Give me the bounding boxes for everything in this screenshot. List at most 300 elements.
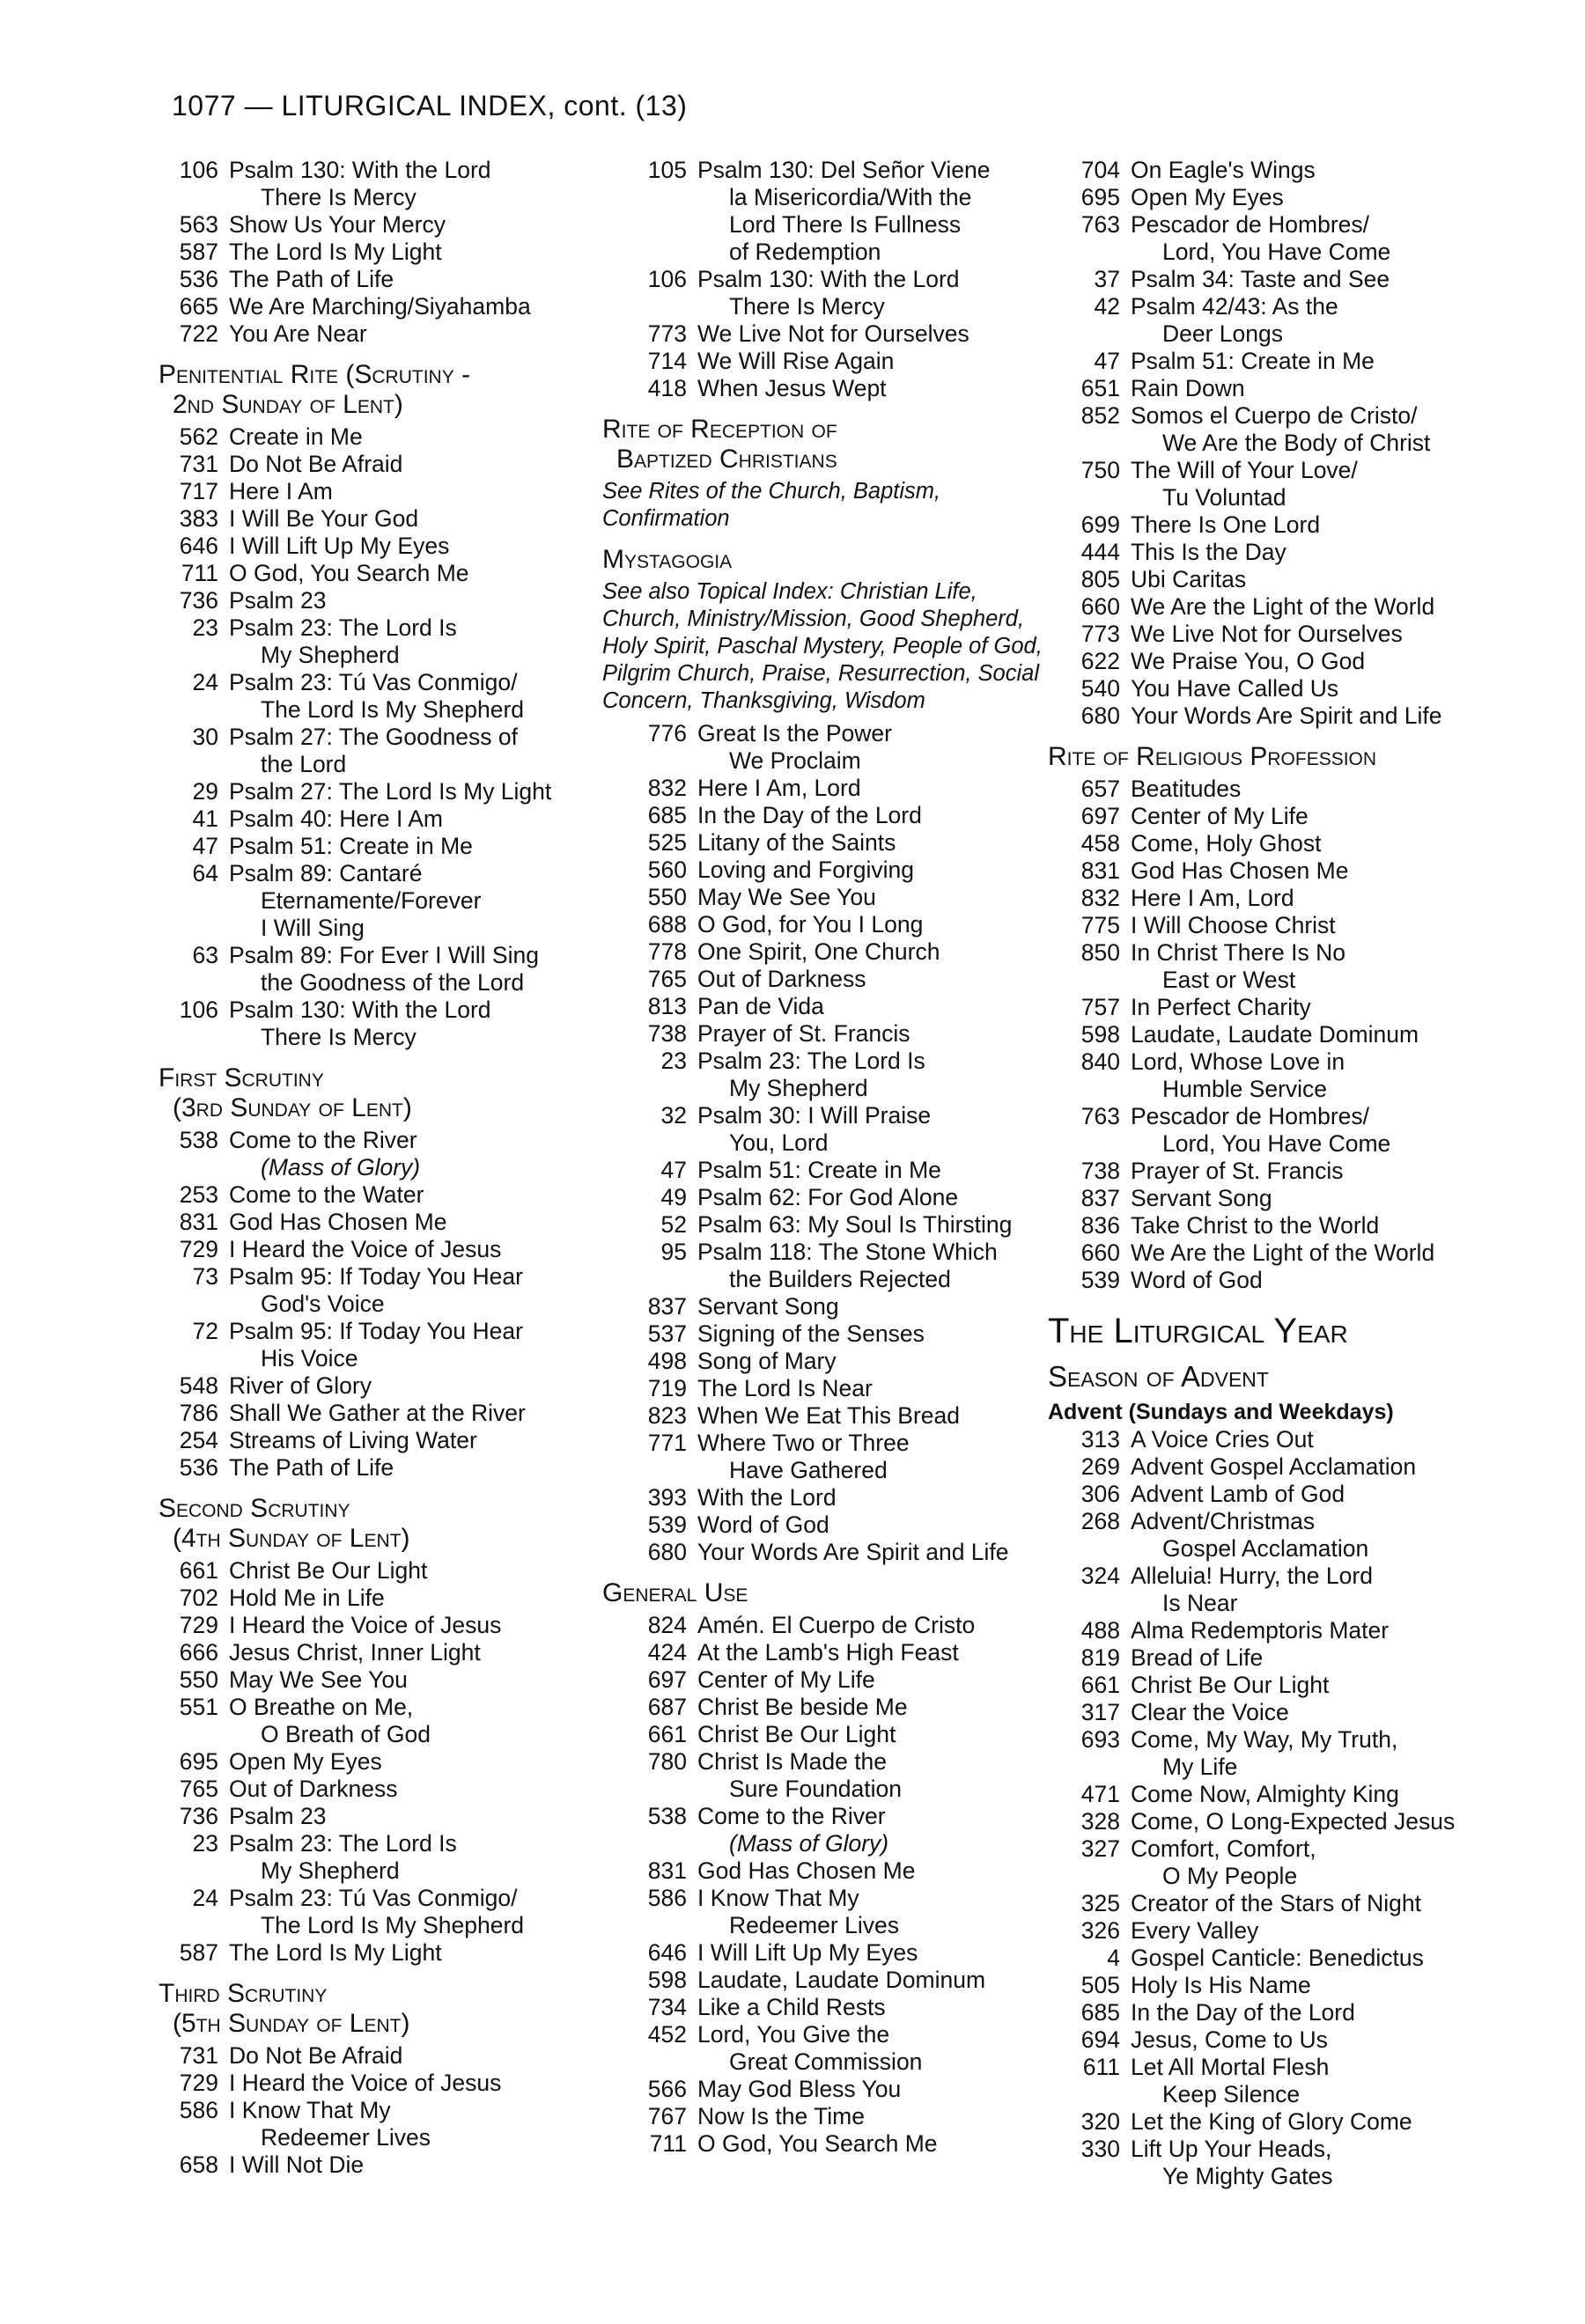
hymn-title xyxy=(1131,1945,1576,1972)
hymn-number: 42 xyxy=(1094,293,1120,320)
section-title xyxy=(602,1578,1051,1608)
hymn-title-continuation: Gospel Acclamation xyxy=(1162,1535,1369,1562)
index-entry xyxy=(1048,375,1576,402)
index-entry xyxy=(158,1939,599,1967)
hymn-title-line: A Voice Cries Out xyxy=(1131,1426,1314,1452)
index-entry xyxy=(602,2130,1051,2158)
hymn-number: 666 xyxy=(179,1639,218,1666)
index-entry xyxy=(602,348,1051,375)
hymn-title xyxy=(697,1293,1051,1320)
hymn-title xyxy=(1131,912,1576,939)
hymn-number: 680 xyxy=(647,1539,687,1565)
index-entry xyxy=(1048,1972,1576,1999)
hymn-title xyxy=(1131,621,1576,648)
hymn-number: 778 xyxy=(647,938,687,965)
hymn-title xyxy=(1131,1426,1576,1453)
hymn-title xyxy=(1131,593,1576,621)
hymn-title-line: The Lord Is Near xyxy=(697,1375,873,1401)
index-section xyxy=(602,545,1051,1566)
hymn-number: 665 xyxy=(179,293,218,320)
hymn-number: 587 xyxy=(179,239,218,265)
hymn-title-continuation: Ye Mighty Gates xyxy=(1162,2163,1333,2189)
index-entry xyxy=(602,157,1051,266)
hymn-title-line: Psalm 51: Create in Me xyxy=(697,1157,941,1183)
hymn-title-line: Out of Darkness xyxy=(229,1776,398,1802)
hymn-number: 697 xyxy=(647,1666,687,1693)
hymn-number: 694 xyxy=(1080,2026,1120,2053)
index-entry xyxy=(1048,1212,1576,1239)
hymn-title-line: Jesus Christ, Inner Light xyxy=(229,1639,481,1666)
hymn-title xyxy=(229,2042,599,2070)
hymn-title xyxy=(1131,702,1576,730)
section-title xyxy=(158,360,599,420)
hymn-number: 29 xyxy=(192,778,218,805)
hymn-title-line: May We See You xyxy=(229,1666,408,1693)
hymn-title-line: Rain Down xyxy=(1131,375,1245,401)
hymn-title xyxy=(1131,211,1576,266)
hymn-number: 539 xyxy=(1080,1267,1120,1293)
hymn-number: 587 xyxy=(179,1939,218,1966)
index-entry xyxy=(602,1375,1051,1402)
section-title-line: Mystagogia xyxy=(602,545,733,574)
index-entry xyxy=(602,1539,1051,1566)
hymn-title xyxy=(697,1348,1051,1375)
hymn-title xyxy=(1131,375,1576,402)
hymn-title xyxy=(229,560,599,587)
index-entry xyxy=(1048,2026,1576,2054)
hymn-title-line: At the Lamb's High Feast xyxy=(697,1639,959,1666)
hymn-number: 680 xyxy=(1080,702,1120,729)
index-section xyxy=(602,1578,1051,2158)
index-section xyxy=(158,1979,599,2179)
hymn-title xyxy=(229,1318,599,1372)
index-entry xyxy=(1048,675,1576,702)
index-entry xyxy=(158,423,599,451)
hymn-number: 773 xyxy=(647,320,687,347)
hymn-number: 471 xyxy=(1080,1781,1120,1807)
hymn-title-line: Psalm 89: Cantaré xyxy=(229,860,423,886)
hymn-number: 852 xyxy=(1080,402,1120,429)
hymn-title-line: Psalm 23: Tú Vas Conmigo/ xyxy=(229,1885,518,1911)
index-entry xyxy=(158,2070,599,2097)
hymn-number: 685 xyxy=(647,802,687,828)
hymn-title xyxy=(229,293,599,320)
index-entry xyxy=(158,1585,599,1612)
hymn-title-line: Now Is the Time xyxy=(697,2103,865,2129)
hymn-title xyxy=(229,266,599,293)
hymn-number: 269 xyxy=(1080,1453,1120,1480)
hymn-title-line: Psalm 130: With the Lord xyxy=(229,157,491,183)
hymn-title-line: Psalm 130: Del Señor Viene xyxy=(697,157,991,183)
hymn-title-line: Psalm 95: If Today You Hear xyxy=(229,1263,523,1290)
hymn-number: 41 xyxy=(192,805,218,832)
hymn-number: 444 xyxy=(1080,539,1120,565)
index-entry xyxy=(1048,1267,1576,1294)
hymn-number: 4 xyxy=(1107,1945,1120,1971)
hymn-number: 719 xyxy=(647,1375,687,1401)
hymn-number: 418 xyxy=(647,375,687,401)
hymn-number: 30 xyxy=(192,724,218,750)
hymn-title-line: Come to the River xyxy=(697,1803,886,1829)
hymn-title xyxy=(697,2021,1051,2076)
index-entry xyxy=(602,884,1051,911)
hymn-title xyxy=(697,1612,1051,1639)
index-entry xyxy=(602,2103,1051,2130)
hymn-title-line: Christ Be Our Light xyxy=(229,1557,428,1584)
hymn-number: 646 xyxy=(647,1939,687,1966)
hymn-title-line: Like a Child Rests xyxy=(697,1994,886,2020)
hymn-title xyxy=(229,1776,599,1803)
hymn-title xyxy=(1131,1672,1576,1699)
hymn-title xyxy=(1131,1267,1576,1294)
hymn-number: 717 xyxy=(179,478,218,504)
index-entry xyxy=(158,942,599,997)
hymn-number: 393 xyxy=(647,1484,687,1511)
hymn-title-line: You Are Near xyxy=(229,320,367,347)
index-entry xyxy=(602,2076,1051,2103)
index-entry xyxy=(1048,1808,1576,1835)
hymn-title-line: Do Not Be Afraid xyxy=(229,2042,403,2069)
hymn-title-line: Litany of the Saints xyxy=(697,829,896,856)
hymn-title-line: Pan de Vida xyxy=(697,993,824,1019)
hymn-title-line: This Is the Day xyxy=(1131,539,1286,565)
index-entry xyxy=(602,1320,1051,1348)
index-entry xyxy=(158,266,599,293)
hymn-title-continuation: Deer Longs xyxy=(1162,320,1284,347)
hymn-title-line: Open My Eyes xyxy=(229,1748,382,1775)
index-entry xyxy=(1048,885,1576,912)
index-entry xyxy=(1048,648,1576,675)
hymn-title-line: Servant Song xyxy=(1131,1185,1272,1211)
hymn-title xyxy=(697,884,1051,911)
hymn-title-line: Psalm 95: If Today You Hear xyxy=(229,1318,523,1344)
index-entry xyxy=(1048,1563,1576,1617)
hymn-title xyxy=(697,1857,1051,1885)
hymn-title xyxy=(697,1803,1051,1857)
hymn-title-line: Song of Mary xyxy=(697,1348,837,1374)
hymn-number: 697 xyxy=(1080,803,1120,829)
section-title-line: Second Scrutiny xyxy=(158,1494,350,1523)
section-title-line: Penitential Rite (Scrutiny - xyxy=(158,360,471,389)
index-entry xyxy=(1048,803,1576,830)
hymn-title xyxy=(1131,157,1576,184)
index-entry xyxy=(158,724,599,778)
hymn-title-line: I Will Lift Up My Eyes xyxy=(697,1939,918,1966)
hymn-title xyxy=(229,157,599,211)
hymn-number: 832 xyxy=(647,775,687,801)
hymn-title xyxy=(1131,1835,1576,1890)
hymn-title-line: Christ Be beside Me xyxy=(697,1694,908,1720)
index-entry xyxy=(602,829,1051,857)
hymn-title-line: Alleluia! Hurry, the Lord xyxy=(1131,1563,1373,1589)
hymn-title xyxy=(1131,1699,1576,1726)
hymn-title-line: Creator of the Stars of Night xyxy=(1131,1890,1421,1916)
index-entry xyxy=(158,805,599,833)
hymn-title xyxy=(1131,402,1576,457)
hymn-title-line: Psalm 130: With the Lord xyxy=(697,266,960,292)
hymn-title-line: Prayer of St. Francis xyxy=(1131,1158,1344,1184)
hymn-title xyxy=(229,451,599,478)
hymn-number: 837 xyxy=(647,1293,687,1320)
hymn-title xyxy=(229,1181,599,1209)
hymn-title-line: When Jesus Wept xyxy=(697,375,887,401)
hymn-number: 330 xyxy=(1080,2136,1120,2162)
hymn-number: 813 xyxy=(647,993,687,1019)
hymn-title-line: Psalm 42/43: As the xyxy=(1131,293,1338,320)
hymn-title-continuation: His Voice xyxy=(261,1345,358,1372)
hymn-number: 313 xyxy=(1080,1426,1120,1452)
hymn-title xyxy=(1131,1048,1576,1103)
index-entry xyxy=(158,2151,599,2179)
hymn-number: 563 xyxy=(179,211,218,238)
index-entry xyxy=(158,1803,599,1830)
hymn-title-continuation: the Goodness of the Lord xyxy=(261,969,525,996)
index-entry xyxy=(602,966,1051,993)
hymn-number: 693 xyxy=(1080,1726,1120,1753)
hymn-number: 687 xyxy=(647,1694,687,1720)
hymn-number: 819 xyxy=(1080,1644,1120,1671)
hymn-title xyxy=(1131,457,1576,511)
index-entry xyxy=(1048,857,1576,885)
index-entry xyxy=(158,1748,599,1776)
hymn-number: 840 xyxy=(1080,1048,1120,1075)
hymn-title xyxy=(229,860,599,942)
hymn-title xyxy=(697,993,1051,1020)
hymn-number: 622 xyxy=(1080,648,1120,674)
hymn-number: 536 xyxy=(179,1454,218,1481)
hymn-title xyxy=(1131,939,1576,994)
index-entry xyxy=(158,478,599,505)
hymn-title-continuation: Lord, You Have Come xyxy=(1162,239,1391,265)
hymn-title xyxy=(229,1585,599,1612)
hymn-number: 738 xyxy=(647,1020,687,1047)
hymn-title-line: In Perfect Charity xyxy=(1131,994,1311,1020)
hymn-title xyxy=(1131,2054,1576,2108)
hymn-title xyxy=(229,805,599,833)
hymn-title xyxy=(1131,1972,1576,1999)
hymn-title xyxy=(229,614,599,669)
hymn-number: 95 xyxy=(660,1239,687,1265)
index-entry xyxy=(602,320,1051,348)
hymn-title-continuation: Lord There Is Fullness xyxy=(729,211,962,238)
index-entry xyxy=(1048,184,1576,211)
hymn-title-line: Shall We Gather at the River xyxy=(229,1400,526,1426)
hymn-title-line: Come, Holy Ghost xyxy=(1131,830,1322,857)
hymn-number: 253 xyxy=(179,1181,218,1208)
index-entry xyxy=(602,1721,1051,1748)
hymn-number: 505 xyxy=(1080,1972,1120,1998)
hymn-title-line: O God, You Search Me xyxy=(697,2130,938,2157)
hymn-title xyxy=(697,266,1051,320)
hymn-title xyxy=(697,1320,1051,1348)
index-entry xyxy=(1048,1699,1576,1726)
index-entry xyxy=(1048,1672,1576,1699)
hymn-title xyxy=(1131,803,1576,830)
hymn-number: 831 xyxy=(1080,857,1120,884)
hymn-title xyxy=(697,1967,1051,1994)
index-entry xyxy=(1048,1426,1576,1453)
index-entry xyxy=(158,1181,599,1209)
hymn-title xyxy=(697,1020,1051,1048)
hymn-number: 539 xyxy=(647,1511,687,1538)
hymn-number: 47 xyxy=(660,1157,687,1183)
index-entry xyxy=(1048,776,1576,803)
hymn-number: 823 xyxy=(647,1402,687,1429)
hymn-number: 765 xyxy=(647,966,687,992)
hymn-title xyxy=(229,1557,599,1585)
hymn-title xyxy=(697,1994,1051,2021)
hymn-title xyxy=(697,1430,1051,1484)
hymn-number: 73 xyxy=(192,1263,218,1290)
hymn-title-line: May God Bless You xyxy=(697,2076,902,2102)
hymn-title xyxy=(1131,1808,1576,1835)
hymn-title-continuation: O Breath of God xyxy=(261,1721,431,1747)
hymn-title-continuation: My Life xyxy=(1162,1754,1238,1780)
hymn-number: 325 xyxy=(1080,1890,1120,1916)
hymn-title-continuation: Redeemer Lives xyxy=(261,2124,431,2151)
hymn-number: 763 xyxy=(1080,211,1120,238)
index-entry xyxy=(1048,1048,1576,1103)
hymn-title-line: Streams of Living Water xyxy=(229,1427,477,1453)
hymn-title xyxy=(1131,648,1576,675)
season-title: Season of Advent xyxy=(1048,1360,1269,1393)
index-entry xyxy=(602,1994,1051,2021)
hymn-number: 780 xyxy=(647,1748,687,1775)
index-entry xyxy=(602,1885,1051,1939)
section-title-line: (4th Sunday of Lent) xyxy=(173,1524,410,1553)
hymn-number: 328 xyxy=(1080,1808,1120,1835)
hymn-title xyxy=(229,2151,599,2179)
hymn-title xyxy=(1131,776,1576,803)
index-column-3 xyxy=(1048,157,1576,2190)
hymn-number: 24 xyxy=(192,669,218,695)
hymn-title-continuation: (Mass of Glory) xyxy=(261,1154,421,1180)
hymn-title xyxy=(1131,1644,1576,1672)
hymn-title-line: I Heard the Voice of Jesus xyxy=(229,1612,502,1638)
hymn-title-line: Here I Am xyxy=(229,478,333,504)
hymn-title xyxy=(229,724,599,778)
hymn-title-continuation: You, Lord xyxy=(729,1129,829,1156)
index-entry xyxy=(1048,593,1576,621)
index-entry xyxy=(158,587,599,614)
hymn-title-line: Psalm 40: Here I Am xyxy=(229,805,444,832)
hymn-number: 106 xyxy=(179,997,218,1023)
hymn-title xyxy=(1131,1453,1576,1481)
hymn-number: 106 xyxy=(179,157,218,183)
hymn-title xyxy=(697,1211,1051,1239)
index-entry xyxy=(1048,457,1576,511)
hymn-title xyxy=(229,533,599,560)
hymn-number: 306 xyxy=(1080,1481,1120,1507)
hymn-title-line: Psalm 63: My Soul Is Thirsting xyxy=(697,1211,1013,1238)
hymn-title-line: We Live Not for Ourselves xyxy=(1131,621,1403,647)
hymn-number: 560 xyxy=(647,857,687,883)
hymn-title xyxy=(1131,184,1576,211)
hymn-title xyxy=(229,2070,599,2097)
index-entry xyxy=(602,375,1051,402)
hymn-number: 734 xyxy=(647,1994,687,2020)
index-entry xyxy=(158,293,599,320)
hymn-number: 326 xyxy=(1080,1917,1120,1944)
hymn-title-line: The Path of Life xyxy=(229,266,394,292)
hymn-number: 64 xyxy=(192,860,218,886)
hymn-number: 566 xyxy=(647,2076,687,2102)
hymn-number: 729 xyxy=(179,2070,218,2096)
hymn-title xyxy=(1131,2026,1576,2054)
hymn-number: 537 xyxy=(647,1320,687,1347)
hymn-title-line: God Has Chosen Me xyxy=(229,1209,447,1235)
index-entry xyxy=(1048,2108,1576,2136)
hymn-title-line: Take Christ to the World xyxy=(1131,1212,1380,1239)
hymn-number: 685 xyxy=(1080,1999,1120,2026)
hymn-title-line: Christ Be Our Light xyxy=(697,1721,896,1747)
hymn-title-line: Come to the Water xyxy=(229,1181,424,1208)
hymn-title xyxy=(1131,1890,1576,1917)
hymn-title xyxy=(229,1209,599,1236)
hymn-title xyxy=(697,1694,1051,1721)
hymn-title xyxy=(697,775,1051,802)
index-entry xyxy=(602,1511,1051,1539)
hymn-title-line: Psalm 51: Create in Me xyxy=(229,833,473,859)
hymn-number: 47 xyxy=(1094,348,1120,374)
index-entry xyxy=(602,1939,1051,1967)
index-entry xyxy=(602,775,1051,802)
hymn-title-continuation: la Misericordia/With the xyxy=(729,184,972,210)
hymn-title xyxy=(229,211,599,239)
hymn-title xyxy=(229,423,599,451)
hymn-title-line: Every Valley xyxy=(1131,1917,1259,1944)
index-entry xyxy=(602,2021,1051,2076)
hymn-title-line: Advent/Christmas xyxy=(1131,1508,1316,1534)
hymn-number: 660 xyxy=(1080,1239,1120,1266)
index-section xyxy=(602,415,1051,533)
hymn-number: 458 xyxy=(1080,830,1120,857)
hymn-title-line: Christ Is Made the xyxy=(697,1748,888,1775)
index-entry xyxy=(1048,621,1576,648)
index-entry xyxy=(158,1557,599,1585)
hymn-number: 661 xyxy=(1080,1672,1120,1698)
hymn-title xyxy=(697,1748,1051,1803)
hymn-number: 586 xyxy=(179,2097,218,2123)
index-entry xyxy=(158,1666,599,1694)
index-entry xyxy=(1048,1999,1576,2026)
index-section xyxy=(158,1494,599,1967)
hymn-title-line: We Are the Light of the World xyxy=(1131,593,1435,620)
hymn-title xyxy=(229,1400,599,1427)
section-title-line: First Scrutiny xyxy=(158,1063,324,1092)
hymn-title xyxy=(229,1939,599,1967)
hymn-number: 106 xyxy=(647,266,687,292)
hymn-title xyxy=(1131,857,1576,885)
index-entry xyxy=(158,1694,599,1748)
hymn-title xyxy=(697,2103,1051,2130)
part-title: The Liturgical Year xyxy=(1048,1312,1348,1350)
hymn-number: 711 xyxy=(649,2130,687,2157)
hymn-title-continuation: There Is Mercy xyxy=(261,1024,417,1050)
hymn-title-line: Psalm 23: Tú Vas Conmigo/ xyxy=(229,669,518,695)
hymn-title-line: God Has Chosen Me xyxy=(1131,857,1349,884)
section-title-line: Rite of Reception of xyxy=(602,415,837,444)
hymn-title xyxy=(229,833,599,860)
index-entry xyxy=(158,1318,599,1372)
hymn-title xyxy=(697,1666,1051,1694)
index-entry xyxy=(602,993,1051,1020)
hymn-title xyxy=(229,505,599,533)
section-title xyxy=(158,1063,599,1123)
hymn-title-line: May We See You xyxy=(697,884,876,910)
hymn-title-line: Psalm 23: The Lord Is xyxy=(697,1048,925,1074)
hymn-title-continuation: the Builders Rejected xyxy=(729,1266,951,1292)
